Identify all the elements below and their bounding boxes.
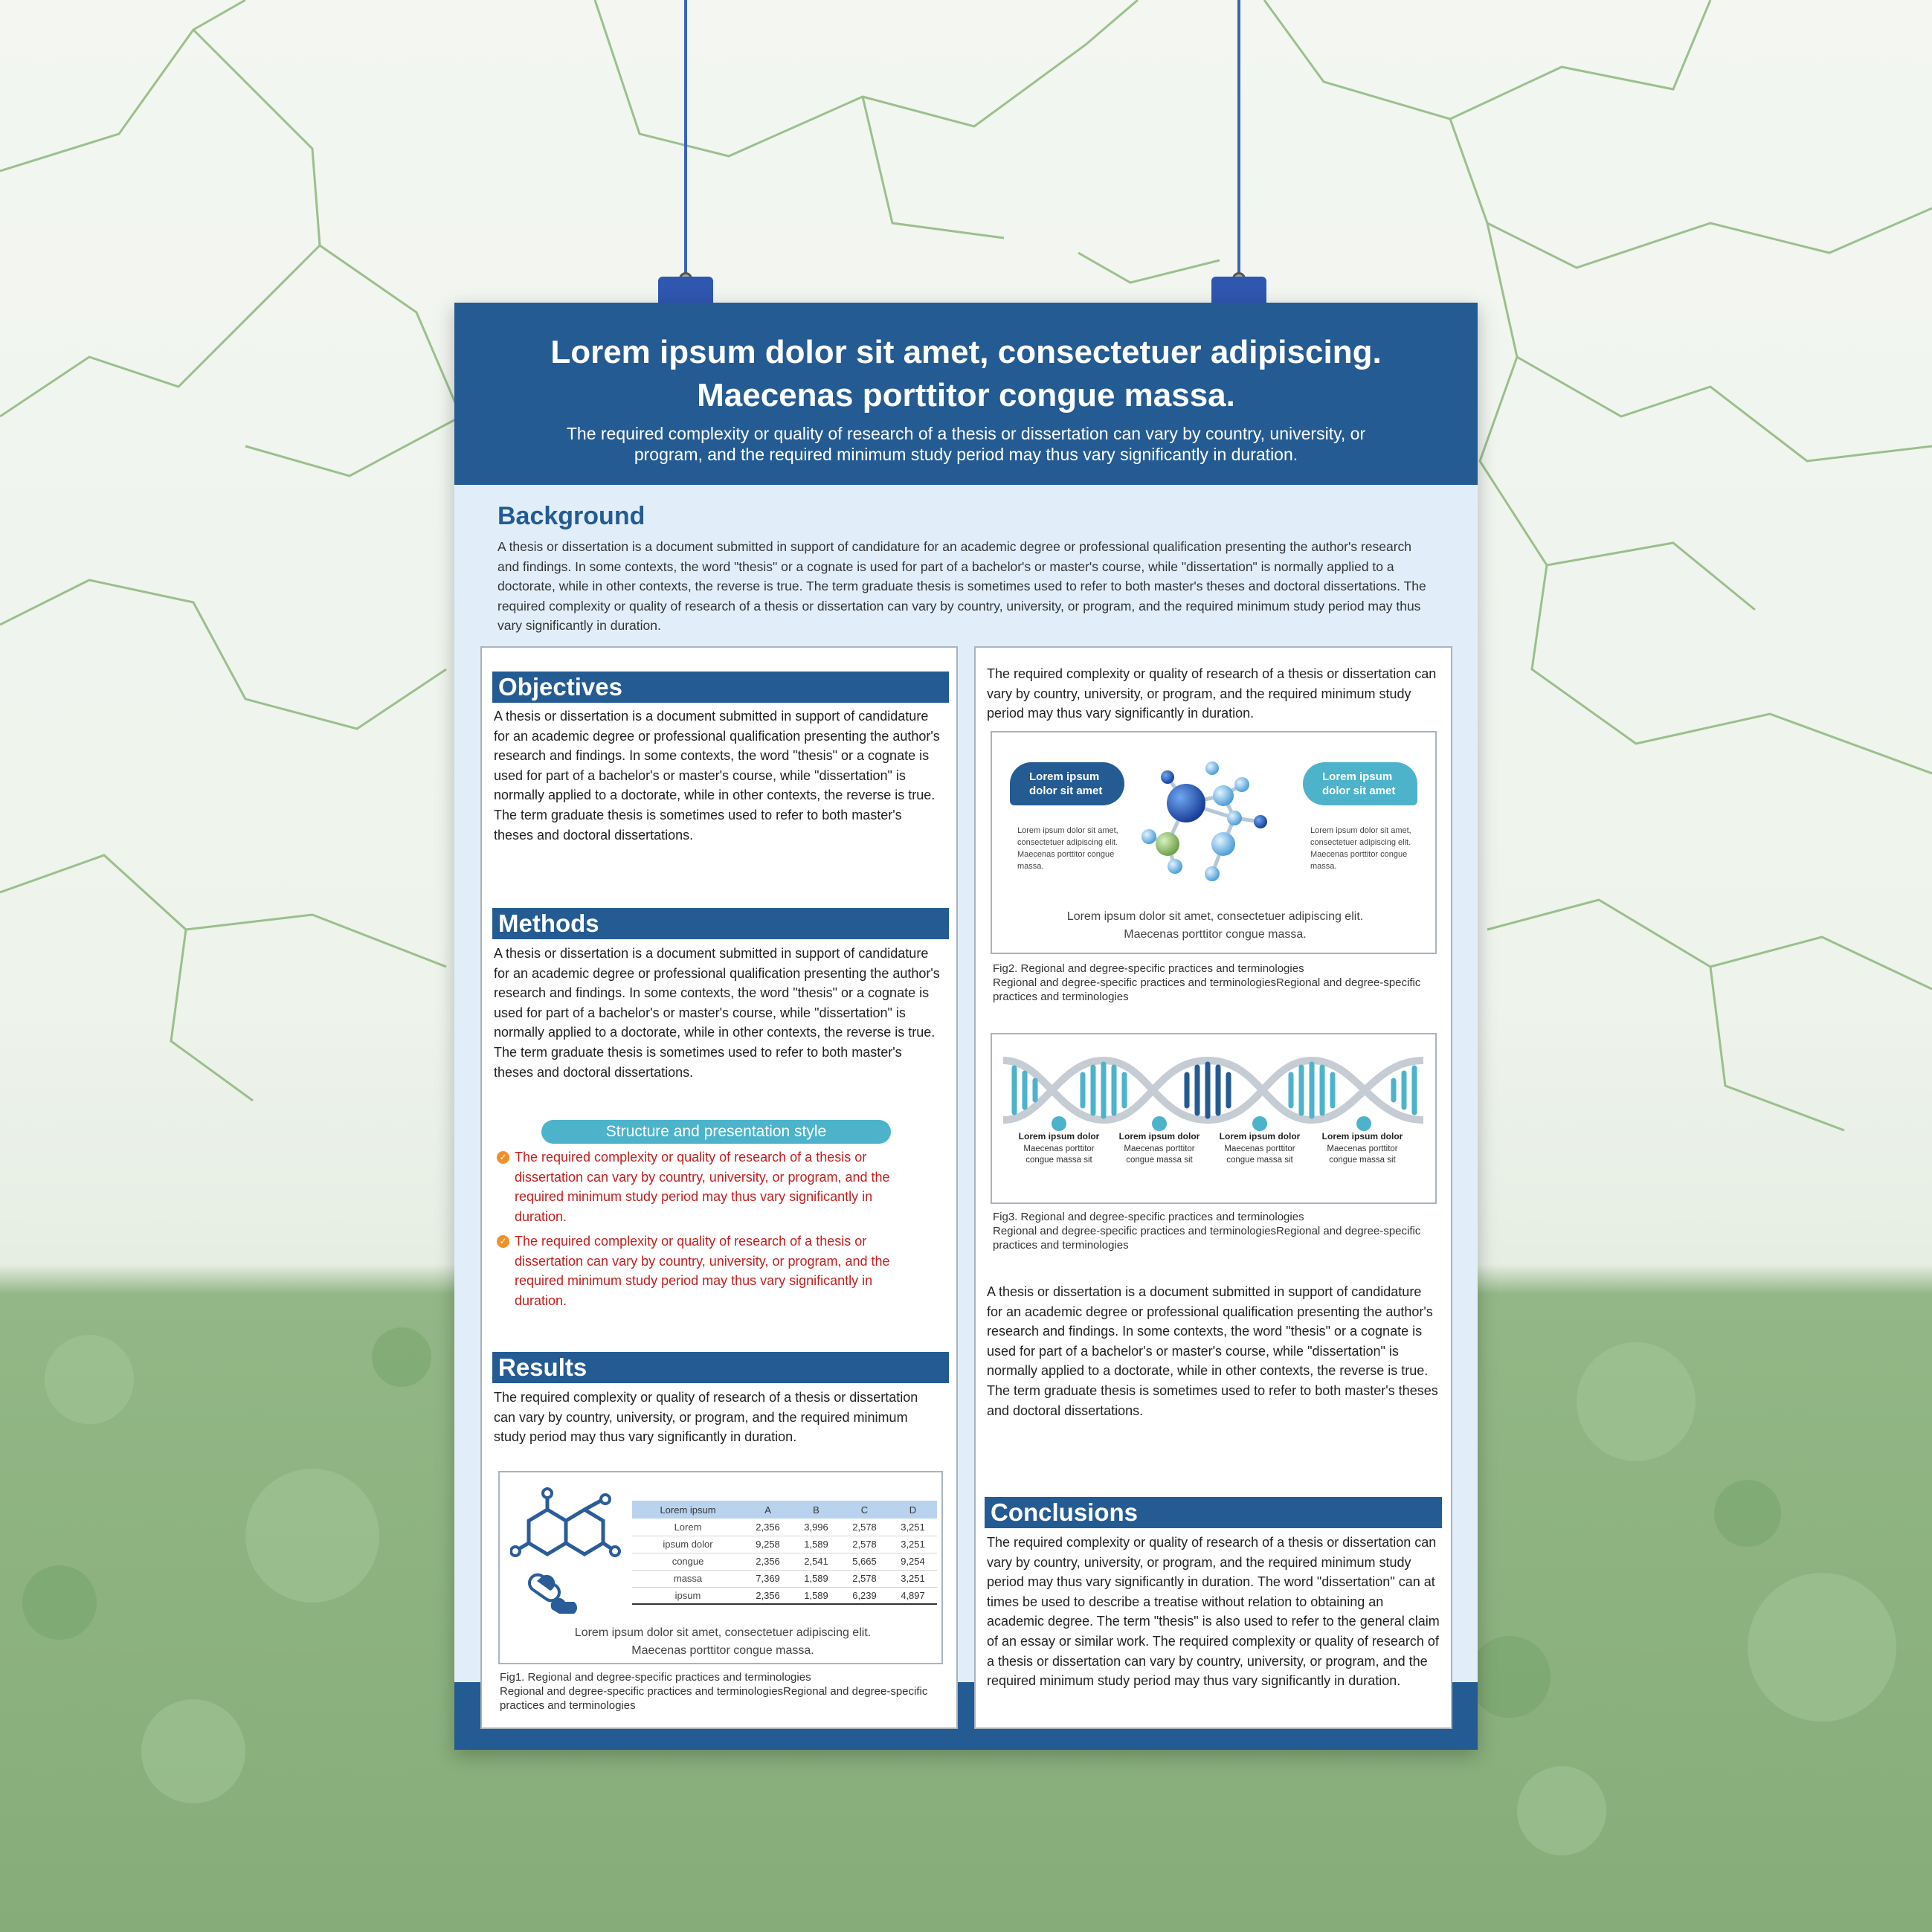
table-row [632, 1553, 937, 1570]
table-cell: 2,541 [792, 1553, 840, 1570]
fig2-left-text: Lorem ipsum dolor sit amet, consectetuer adipiscing elit. Maecenas porttitor congue massa. [1017, 826, 1118, 871]
table-cell: congue [632, 1553, 744, 1570]
table-cell: 4,897 [889, 1587, 937, 1604]
table-cell: 1,589 [792, 1587, 840, 1604]
fig2-right-text: Lorem ipsum dolor sit amet, consectetuer adipiscing elit. Maecenas porttitor congue massa. [1310, 826, 1411, 871]
table-cell: 3,251 [889, 1536, 937, 1553]
figure-3-caption-title: Fig3. Regional and degree-specific practices and terminologies [993, 1211, 1304, 1223]
table-cell: 6,239 [840, 1587, 889, 1604]
table-cell: massa [632, 1570, 744, 1587]
poster-title: Lorem ipsum dolor sit amet, consectetuer adipiscing. Maecenas porttitor congue massa. [550, 334, 1382, 413]
hanging-cord-right [1237, 0, 1240, 277]
background-heading: Background [498, 502, 645, 530]
table-cell: 2,356 [744, 1553, 792, 1570]
figure-2-box [991, 731, 1437, 954]
methods-bullet-2 [497, 1231, 913, 1310]
figure-1-caption-text: Regional and degree-specific practices and terminologiesRegional and degree-specific practices and terminologies [500, 1685, 928, 1712]
bullet-text: The required complexity or quality of research of a thesis or dissertation can vary by country, university, or program, and the required minimum study period may thus vary significantly in duration. [515, 1234, 890, 1308]
capsule-icon [522, 1572, 582, 1617]
left-column [480, 646, 958, 1729]
table-cell: 2,578 [840, 1519, 889, 1536]
table-cell: 3,251 [889, 1519, 937, 1536]
right-intro-text: The required complexity or quality of research of a thesis or dissertation can vary by country, university, or program, and the required minimum study period may thus vary significantly in duration. [987, 666, 1437, 721]
results-heading: Results [492, 1352, 949, 1383]
table-header-cell: C [840, 1501, 889, 1519]
table-cell: 2,578 [840, 1536, 889, 1553]
conclusions-text: The required complexity or quality of research of a thesis or dissertation can vary by country, university, or program, and the required minimum study period may thus vary significantly in duration. The word "dissertation" can at times be used to describe a treatise without relation to obtaining an academic degree. The term "thesis" is also used to refer to the general claim of an essay or similar work. The required complexity or quality of research of a thesis or dissertation can vary by country, university, or program, and the required minimum study period may thus vary significantly in duration. [987, 1535, 1440, 1689]
hanging-cord-left [684, 0, 687, 277]
table-cell: 2,356 [744, 1519, 792, 1536]
dna-label-text: Maecenas porttitor congue massa sit [1023, 1144, 1095, 1165]
figure-2-caption-text: Regional and degree-specific practices and terminologiesRegional and degree-specific practices and terminologies [993, 976, 1421, 1003]
figure-3-box [991, 1033, 1437, 1204]
table-cell: 3,251 [889, 1570, 937, 1587]
table-cell: Lorem [632, 1519, 744, 1536]
table-cell: 9,254 [889, 1553, 937, 1570]
bullet-text: The required complexity or quality of research of a thesis or dissertation can vary by country, university, or program, and the required minimum study period may thus vary significantly in duration. [515, 1150, 890, 1224]
methods-bullet-1 [497, 1147, 913, 1226]
table-header-row [632, 1501, 937, 1519]
methods-text: A thesis or dissertation is a document submitted in support of candidature for an academic degree or professional qualification presenting the author's research and findings. In some contexts, the word "thesis" or a cognate is used for part of a bachelor's or master's course, while "dissertation" is normally applied to a doctorate, while in other contexts, the reverse is true. The term graduate thesis is sometimes used to refer to both master's theses and doctoral dissertations. [494, 946, 940, 1080]
figure-1-note: Lorem ipsum dolor sit amet, consectetuer adipiscing elit. Maecenas porttitor congue massa. [574, 1626, 872, 1657]
table-header-cell: A [744, 1501, 792, 1519]
figure-1-caption-title: Fig1. Regional and degree-specific practices and terminologies [500, 1671, 811, 1684]
dna-label-text: Maecenas porttitor congue massa sit [1124, 1144, 1195, 1165]
structure-pill: Structure and presentation style [541, 1120, 891, 1144]
table-row [632, 1536, 937, 1553]
poster-header [454, 303, 1478, 485]
dna-label-title: Lorem ipsum dolor [1118, 1131, 1200, 1142]
results-text: The required complexity or quality of research of a thesis or dissertation can vary by country, university, or program, and the required minimum study period may thus vary significantly in duration. [494, 1390, 918, 1445]
check-circle-icon: ✓ [497, 1151, 509, 1164]
dna-label-1 [1011, 1131, 1107, 1166]
objectives-text: A thesis or dissertation is a document submitted in support of candidature for an academic degree or professional qualification presenting the author's research and findings. In some contexts, the word "thesis" or a cognate is used for part of a bachelor's or master's course, while "dissertation" is normally applied to a doctorate, while in other contexts, the reverse is true. The term graduate thesis is sometimes used to refer to both master's theses and doctoral dissertations. [494, 709, 940, 843]
table-row [632, 1570, 937, 1587]
figure-2-caption-title: Fig2. Regional and degree-specific practices and terminologies [993, 962, 1304, 975]
dna-label-title: Lorem ipsum dolor [1018, 1131, 1100, 1142]
bubble-left: Lorem ipsum dolor sit amet [1010, 762, 1124, 805]
results-table [632, 1501, 937, 1605]
research-poster [454, 303, 1478, 1750]
objectives-heading: Objectives [492, 672, 949, 703]
table-row [632, 1519, 937, 1536]
poster-clip-left [658, 277, 713, 305]
table-cell: ipsum [632, 1587, 744, 1604]
conclusions-heading: Conclusions [985, 1497, 1442, 1528]
dna-label-title: Lorem ipsum dolor [1321, 1131, 1403, 1142]
dna-label-4 [1314, 1131, 1411, 1166]
dna-helix-icon [999, 1042, 1429, 1139]
figure-2-note: Lorem ipsum dolor sit amet, consectetuer adipiscing elit. Maecenas porttitor congue massa. [1066, 910, 1364, 941]
poster-subtitle: The required complexity or quality of research of a thesis or dissertation can vary by country, university, or program, and the required minimum study period may thus vary significantly in duration. [566, 424, 1366, 464]
right-column [974, 646, 1452, 1729]
molecule-icon [510, 1487, 622, 1569]
poster-clip-right [1211, 277, 1266, 305]
background-text: A thesis or dissertation is a document submitted in support of candidature for an academic degree or professional qualification presenting the author's research and findings. In some contexts, the word "thesis" or a cognate is used for part of a bachelor's or master's course, while "dissertation" is normally applied to a doctorate, while in other contexts, the reverse is true. The term graduate thesis is sometimes used to refer to both master's theses and doctoral dissertations. The required complexity or quality of research of a thesis or dissertation can vary by country, university, or program, and the required minimum study period may thus vary significantly in duration. [498, 539, 1426, 633]
table-cell: ipsum dolor [632, 1536, 744, 1553]
dna-label-2 [1111, 1131, 1208, 1166]
table-header-cell: D [889, 1501, 937, 1519]
figure-1-box [498, 1471, 943, 1664]
figure-3-caption-text: Regional and degree-specific practices and terminologiesRegional and degree-specific practices and terminologies [993, 1225, 1421, 1252]
molecule-network-icon [1138, 755, 1294, 904]
right-body-text: A thesis or dissertation is a document submitted in support of candidature for an academic degree or professional qualification presenting the author's research and findings. In some contexts, the word "thesis" or a cognate is used for part of a bachelor's or master's course, while "dissertation" is normally applied to a doctorate, while in other contexts, the reverse is true. The term graduate thesis is sometimes used to refer to both master's theses and doctoral dissertations. [987, 1284, 1438, 1418]
table-header-cell: Lorem ipsum [632, 1501, 744, 1519]
dna-label-3 [1211, 1131, 1308, 1166]
bubble-right: Lorem ipsum dolor sit amet [1303, 762, 1417, 805]
dna-label-title: Lorem ipsum dolor [1219, 1131, 1301, 1142]
methods-heading: Methods [492, 908, 949, 939]
table-cell: 1,589 [792, 1570, 840, 1587]
dna-label-text: Maecenas porttitor congue massa sit [1327, 1144, 1398, 1165]
table-cell: 2,356 [744, 1587, 792, 1604]
check-circle-icon: ✓ [497, 1235, 509, 1248]
table-cell: 1,589 [792, 1536, 840, 1553]
table-cell: 3,996 [792, 1519, 840, 1536]
table-header-cell: B [792, 1501, 840, 1519]
table-cell: 2,578 [840, 1570, 889, 1587]
table-row [632, 1587, 937, 1604]
table-cell: 9,258 [744, 1536, 792, 1553]
table-cell: 7,369 [744, 1570, 792, 1587]
dna-label-text: Maecenas porttitor congue massa sit [1224, 1144, 1295, 1165]
table-cell: 5,665 [840, 1553, 889, 1570]
